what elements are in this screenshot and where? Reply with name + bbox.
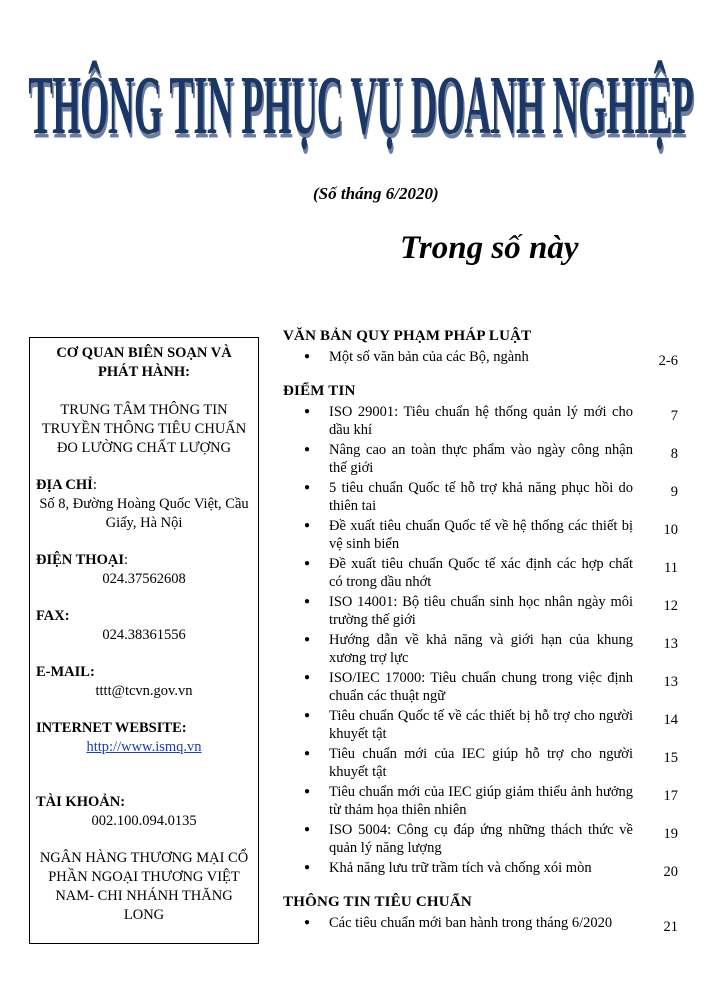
toc-item-page: 13 (663, 635, 678, 652)
website-link[interactable]: http://www.ismq.vn (86, 739, 202, 755)
toc-item-page: 12 (663, 597, 678, 614)
toc-item-title: Hướng dẫn về khả năng và giới hạn của khung xương trợ lực (329, 631, 633, 666)
website-line (36, 738, 252, 757)
email-value: tttt@tcvn.gov.vn (95, 683, 193, 699)
bullet-icon: ● (303, 633, 311, 645)
masthead-title: THÔNG TIN PHỤC VỤ DOANH NGHIỆP (28, 58, 693, 152)
toc-item-page: 20 (663, 863, 678, 880)
fax-label: FAX: (36, 608, 70, 624)
bullet-icon: ● (303, 405, 311, 417)
toc-item (283, 783, 678, 820)
toc-item (283, 555, 678, 592)
phone-label: ĐIỆN THOẠI (36, 552, 124, 568)
toc-item-page: 9 (670, 483, 678, 500)
table-of-contents (283, 327, 678, 948)
toc-item-title: ISO 29001: Tiêu chuẩn hệ thống quản lý mới cho dầu khí (329, 403, 633, 438)
toc-item (283, 859, 678, 882)
bullet-icon: ● (303, 481, 311, 493)
account-value: 002.100.094.0135 (91, 813, 197, 829)
toc-item-page: 2-6 (658, 352, 678, 369)
issue-number: (Số tháng 6/2020) (313, 184, 439, 203)
toc-item-title: Khả năng lưu trữ trầm tích và chống xói mòn (329, 859, 592, 876)
in-this-issue-heading: Trong số này (400, 230, 579, 266)
toc-item-page: 14 (663, 711, 678, 728)
toc-item-title: ISO 5004: Công cụ đáp ứng những thách thức về quản lý năng lượng (329, 821, 633, 856)
toc-section (283, 893, 678, 936)
address-colon: : (92, 477, 97, 493)
toc-item-page: 15 (663, 749, 678, 766)
bullet-icon: ● (303, 709, 311, 721)
toc-item (283, 707, 678, 744)
publisher-heading: CƠ QUAN BIÊN SOẠN VÀ PHÁT HÀNH: (56, 345, 232, 380)
address-label-line (36, 476, 252, 495)
account-label: TÀI KHOẢN: (36, 794, 126, 810)
toc-item (283, 914, 678, 937)
bullet-icon: ● (303, 861, 311, 873)
toc-item-page: 19 (663, 825, 678, 842)
toc-item-title: Đề xuất tiêu chuẩn Quốc tế về hệ thống các thiết bị vệ sinh biển (329, 517, 633, 552)
toc-item (283, 517, 678, 554)
phone-colon: : (123, 552, 128, 568)
toc-item-page: 21 (663, 918, 678, 935)
bank-name: NGÂN HÀNG THƯƠNG MẠI CỔ PHẦN NGOẠI THƯƠNG VIỆT NAM- CHI NHÁNH THĂNG LONG (39, 850, 249, 923)
toc-item-title: Các tiêu chuẩn mới ban hành trong tháng 6/2020 (329, 914, 613, 931)
toc-section (283, 327, 678, 370)
email-label: E-MAIL: (36, 664, 95, 680)
masthead (0, 55, 721, 155)
bullet-icon: ● (303, 519, 311, 531)
bullet-icon: ● (303, 350, 311, 362)
bullet-icon: ● (303, 747, 311, 759)
phone-value: 024.37562608 (102, 571, 186, 587)
bullet-icon: ● (303, 785, 311, 797)
fax-value: 024.38361556 (102, 627, 186, 643)
toc-item-title: ISO 14001: Bộ tiêu chuẩn sinh học nhân ngày môi trường thế giới (329, 593, 633, 628)
toc-item (283, 745, 678, 782)
bullet-icon: ● (303, 916, 311, 928)
toc-item-page: 7 (670, 407, 678, 424)
toc-item-title: Tiêu chuẩn mới của IEC giúp hỗ trợ cho người khuyết tật (329, 745, 633, 780)
toc-item-page: 17 (663, 787, 678, 804)
publisher-info-box (29, 337, 259, 944)
toc-item (283, 593, 678, 630)
bullet-icon: ● (303, 823, 311, 835)
toc-section-heading: THÔNG TIN TIÊU CHUẨN (283, 894, 472, 910)
toc-section (283, 382, 678, 881)
toc-item-page: 8 (670, 445, 678, 462)
toc-item (283, 403, 678, 440)
address-value: Số 8, Đường Hoàng Quốc Việt, Cầu Giấy, Hà Nội (39, 496, 249, 531)
toc-item (283, 441, 678, 478)
toc-item (283, 669, 678, 706)
toc-item (283, 479, 678, 516)
toc-item-page: 11 (664, 559, 678, 576)
website-label: INTERNET WEBSITE: (36, 720, 187, 736)
toc-item-title: Tiêu chuẩn mới của IEC giúp giảm thiểu ảnh hưởng từ thảm họa thiên nhiên (329, 783, 633, 818)
bullet-icon: ● (303, 671, 311, 683)
toc-item-title: Một số văn bản của các Bộ, ngành (329, 348, 529, 365)
phone-label-line (36, 551, 252, 570)
toc-item-page: 13 (663, 673, 678, 690)
bullet-icon: ● (303, 595, 311, 607)
toc-item (283, 348, 678, 371)
toc-item-title: Nâng cao an toàn thực phẩm vào ngày công nhận thế giới (329, 441, 633, 476)
bullet-icon: ● (303, 557, 311, 569)
toc-item-title: Tiêu chuẩn Quốc tế về các thiết bị hỗ trợ cho người khuyết tật (329, 707, 633, 742)
address-label: ĐỊA CHỈ (36, 477, 93, 493)
bullet-icon: ● (303, 443, 311, 455)
toc-item-title: 5 tiêu chuẩn Quốc tế hỗ trợ khả năng phục hồi do thiên tai (329, 479, 633, 514)
toc-section-heading: ĐIỂM TIN (283, 383, 356, 399)
toc-item-page: 10 (663, 521, 678, 538)
toc-section-heading: VĂN BẢN QUY PHẠM PHÁP LUẬT (283, 328, 532, 344)
publisher-name: TRUNG TÂM THÔNG TIN TRUYỀN THÔNG TIÊU CHUẨN ĐO LƯỜNG CHẤT LƯỢNG (41, 402, 247, 456)
toc-item-title: Đề xuất tiêu chuẩn Quốc tế xác định các hợp chất có trong dầu nhớt (329, 555, 633, 590)
toc-item-title: ISO/IEC 17000: Tiêu chuẩn chung trong việc định chuẩn các thuật ngữ (329, 669, 633, 704)
toc-item (283, 631, 678, 668)
toc-item (283, 821, 678, 858)
